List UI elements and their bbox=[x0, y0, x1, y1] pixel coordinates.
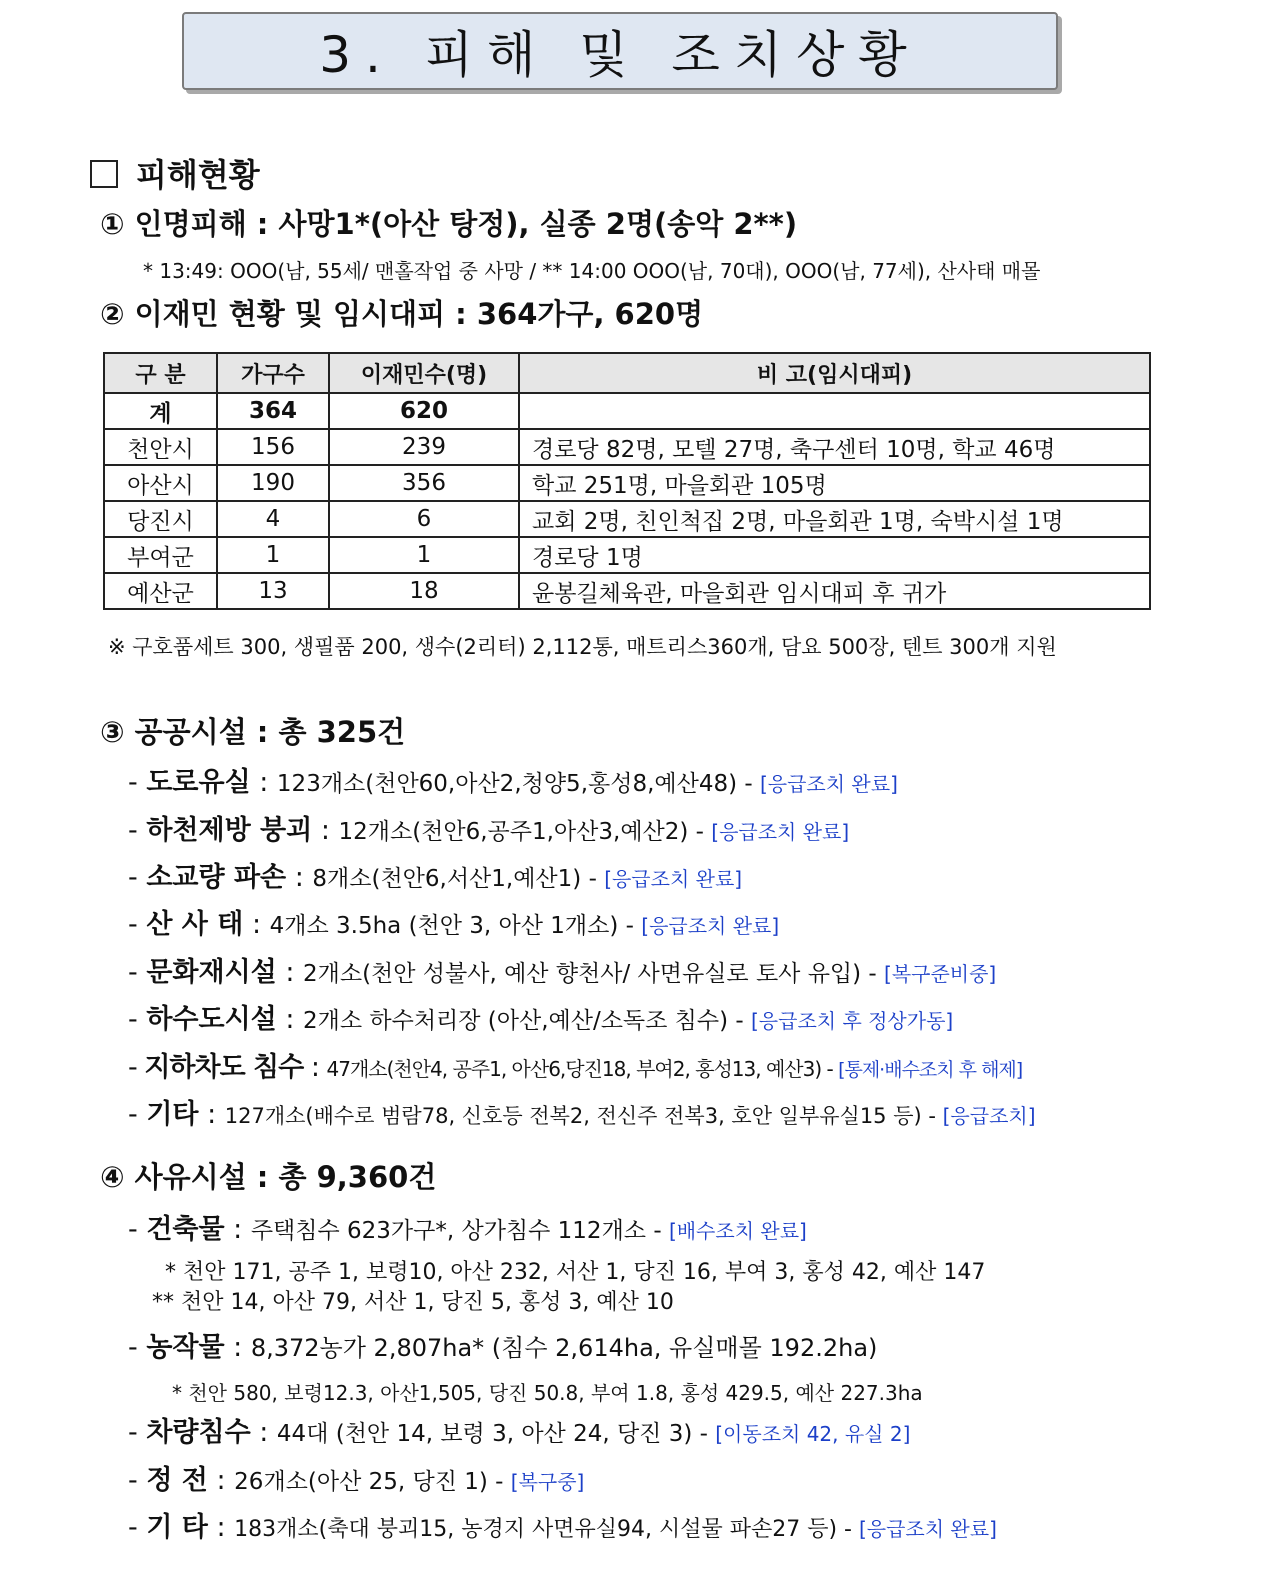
cell-region: 예산군 bbox=[104, 573, 217, 609]
cell-region: 부여군 bbox=[104, 537, 217, 573]
cell-households: 364 bbox=[217, 393, 329, 429]
building-note-1: * 천안 171, 공주 1, 보령10, 아산 232, 서산 1, 당진 16, 부여 3, 홍성 42, 예산 147 bbox=[165, 1260, 986, 1285]
item-detail: 123개소(천안60,아산2,청양5,홍성8,예산48) - bbox=[276, 771, 760, 797]
item-detail: 47개소(천안4, 공주1, 아산6,당진18, 부여2, 홍성13, 예산3) - bbox=[326, 1057, 839, 1081]
item-sep: : bbox=[198, 1099, 225, 1130]
item-sep: : bbox=[312, 815, 339, 846]
checkbox-icon bbox=[90, 160, 118, 188]
public-item bbox=[128, 855, 742, 894]
item-name: 소교량 파손 bbox=[146, 862, 287, 893]
public-item bbox=[128, 808, 849, 847]
public-item bbox=[128, 1092, 1036, 1131]
private-item-power bbox=[128, 1458, 584, 1497]
table-row-total bbox=[104, 393, 1150, 429]
item-dash: - bbox=[128, 1099, 147, 1130]
item-dash: - bbox=[128, 957, 147, 988]
item-dash: - bbox=[128, 1052, 145, 1083]
item-status: [응급조치] bbox=[942, 1104, 1036, 1128]
table-row bbox=[104, 501, 1150, 537]
item-name: 기 타 bbox=[146, 1512, 208, 1543]
item-dash: - bbox=[128, 1332, 147, 1363]
cell-remark bbox=[519, 393, 1150, 429]
item-dash: - bbox=[128, 909, 147, 940]
evacuees-text: 364가구, 620명 bbox=[476, 297, 704, 331]
item-sep: : bbox=[303, 1052, 327, 1083]
item-name: 차량침수 bbox=[146, 1417, 251, 1448]
item-sep: : bbox=[207, 1512, 235, 1543]
public-item bbox=[128, 760, 898, 799]
relief-footnote: ※ 구호품세트 300, 생필품 200, 생수(2리터) 2,112통, 매트리스360개, 담요 500장, 텐트 300개 지원 bbox=[108, 635, 1057, 659]
item-name: 산 사 태 bbox=[146, 909, 244, 940]
cell-remark: 경로당 1명 bbox=[519, 537, 1150, 573]
public-label: ③ 공공시설 : bbox=[100, 715, 279, 749]
private-item-crops bbox=[128, 1325, 877, 1364]
cell-households: 190 bbox=[217, 465, 329, 501]
building-note-2: ** 천안 14, 아산 79, 서산 1, 당진 5, 홍성 3, 예산 10 bbox=[152, 1290, 674, 1315]
item-name: 하천제방 붕괴 bbox=[146, 815, 313, 846]
item-status: [응급조치 완료] bbox=[759, 772, 898, 796]
item-name: 정 전 bbox=[146, 1465, 208, 1496]
item-dash: - bbox=[128, 1417, 147, 1448]
private-item-other bbox=[128, 1505, 997, 1544]
item-detail: 127개소(배수로 범람78, 신호등 전복2, 전신주 전복3, 호안 일부유실15 등) - bbox=[224, 1104, 943, 1128]
cell-households: 4 bbox=[217, 501, 329, 537]
cell-people: 6 bbox=[329, 501, 519, 537]
item-sep: : bbox=[224, 1332, 251, 1363]
cell-remark: 교회 2명, 친인척집 2명, 마을회관 1명, 숙박시설 1명 bbox=[519, 501, 1150, 537]
header-cell: 가구수 bbox=[217, 353, 329, 393]
private-heading bbox=[100, 1155, 436, 1196]
casualties-text: 사망1*(아산 탕정), 실종 2명(송악 2**) bbox=[278, 207, 798, 241]
section-title: 피해현황 bbox=[136, 156, 260, 194]
item-detail: 12개소(천안6,공주1,아산3,예산2) - bbox=[338, 819, 712, 845]
item-status: [응급조치 후 정상가동] bbox=[751, 1009, 954, 1033]
item-sep: : bbox=[250, 767, 277, 798]
item-detail: 주택침수 623가구*, 상가침수 112개소 - bbox=[250, 1218, 669, 1244]
item-status: [통제·배수조치 후 해제] bbox=[838, 1059, 1023, 1081]
table-row bbox=[104, 429, 1150, 465]
item-name: 건축물 bbox=[146, 1214, 225, 1245]
item-name: 하수도시설 bbox=[146, 1004, 277, 1035]
cell-remark: 학교 251명, 마을회관 105명 bbox=[519, 465, 1150, 501]
cell-households: 156 bbox=[217, 429, 329, 465]
cell-people: 239 bbox=[329, 429, 519, 465]
evacuees-heading bbox=[100, 292, 703, 333]
item-status: [응급조치 완료] bbox=[711, 820, 850, 844]
item-detail: 8개소(천안6,서산1,예산1) - bbox=[312, 866, 605, 892]
cell-region: 당진시 bbox=[104, 501, 217, 537]
cell-region: 계 bbox=[104, 393, 217, 429]
item-sep: : bbox=[276, 957, 304, 988]
item-name: 지하차도 침수 bbox=[144, 1052, 304, 1083]
public-item bbox=[128, 997, 953, 1036]
public-item bbox=[128, 902, 779, 941]
item-dash: - bbox=[128, 862, 147, 893]
cell-remark: 윤봉길체육관, 마을회관 임시대피 후 귀가 bbox=[519, 573, 1150, 609]
item-dash: - bbox=[128, 1512, 147, 1543]
evacuee-table bbox=[103, 352, 1151, 610]
item-sep: : bbox=[207, 1465, 235, 1496]
cell-households: 1 bbox=[217, 537, 329, 573]
section-heading bbox=[90, 150, 260, 196]
private-item-building bbox=[128, 1207, 807, 1246]
item-detail: 4개소 3.5ha (천안 3, 아산 1개소) - bbox=[269, 913, 642, 939]
cell-people: 620 bbox=[329, 393, 519, 429]
cell-households: 13 bbox=[217, 573, 329, 609]
table-row bbox=[104, 465, 1150, 501]
header-cell: 이재민수(명) bbox=[329, 353, 519, 393]
item-name: 도로유실 bbox=[146, 767, 251, 798]
cell-people: 356 bbox=[329, 465, 519, 501]
casualties-label: ① 인명피해 : bbox=[100, 207, 279, 241]
cell-remark: 경로당 82명, 모텔 27명, 축구센터 10명, 학교 46명 bbox=[519, 429, 1150, 465]
item-status: [이동조치 42, 유실 2] bbox=[715, 1422, 911, 1446]
item-dash: - bbox=[128, 815, 147, 846]
evacuees-label: ② 이재민 현황 및 임시대피 : bbox=[100, 297, 477, 331]
public-text: 총 325건 bbox=[278, 715, 406, 749]
casualties-heading bbox=[100, 202, 797, 243]
item-dash: - bbox=[128, 1004, 147, 1035]
private-label: ④ 사유시설 : bbox=[100, 1160, 279, 1194]
table-row bbox=[104, 573, 1150, 609]
private-text: 총 9,360건 bbox=[278, 1160, 437, 1194]
item-detail: 2개소 하수처리장 (아산,예산/소독조 침수) - bbox=[303, 1008, 751, 1034]
cell-region: 천안시 bbox=[104, 429, 217, 465]
item-detail: 8,372농가 2,807ha* (침수 2,614ha, 유실매몰 192.2ha) bbox=[250, 1334, 878, 1362]
item-sep: : bbox=[286, 862, 313, 893]
item-status: [응급조치 완료] bbox=[858, 1517, 997, 1541]
item-sep: : bbox=[243, 909, 270, 940]
public-heading bbox=[100, 710, 405, 751]
table-header-row bbox=[104, 353, 1150, 393]
casualties-note: * 13:49: OOO(남, 55세/ 맨홀작업 중 사망 / ** 14:00 OOO(남, 70대), OOO(남, 77세), 산사태 매몰 bbox=[143, 259, 1041, 283]
item-name: 농작물 bbox=[146, 1332, 225, 1363]
item-detail: 44대 (천안 14, 보령 3, 아산 24, 당진 3) - bbox=[276, 1421, 716, 1447]
page-title: 3. 피해 및 조치상황 bbox=[319, 26, 921, 84]
item-name: 문화재시설 bbox=[146, 957, 277, 988]
item-status: [복구준비중] bbox=[884, 962, 997, 986]
item-dash: - bbox=[128, 1214, 147, 1245]
cell-people: 1 bbox=[329, 537, 519, 573]
table-row bbox=[104, 537, 1150, 573]
public-item bbox=[128, 950, 996, 989]
cell-region: 아산시 bbox=[104, 465, 217, 501]
item-status: [복구중] bbox=[510, 1470, 585, 1494]
item-detail: 2개소(천안 성불사, 예산 향천사/ 사면유실로 토사 유입) - bbox=[303, 961, 885, 987]
item-name: 기타 bbox=[146, 1099, 199, 1130]
header-cell: 구 분 bbox=[104, 353, 217, 393]
private-item-vehicles bbox=[128, 1410, 910, 1449]
item-sep: : bbox=[250, 1417, 277, 1448]
header-cell: 비 고(임시대피) bbox=[519, 353, 1150, 393]
item-sep: : bbox=[224, 1214, 251, 1245]
item-dash: - bbox=[128, 1465, 147, 1496]
crops-note: * 천안 580, 보령12.3, 아산1,505, 당진 50.8, 부여 1.8, 홍성 429.5, 예산 227.3ha bbox=[172, 1381, 923, 1405]
cell-people: 18 bbox=[329, 573, 519, 609]
public-item bbox=[128, 1045, 1022, 1084]
item-detail: 26개소(아산 25, 당진 1) - bbox=[234, 1469, 511, 1495]
item-status: [응급조치 완료] bbox=[641, 914, 780, 938]
item-status: [응급조치 완료] bbox=[604, 867, 743, 891]
item-detail: 183개소(축대 붕괴15, 농경지 사면유실94, 시설물 파손27 등) - bbox=[234, 1517, 859, 1542]
title-box bbox=[182, 12, 1058, 90]
item-dash: - bbox=[128, 767, 147, 798]
item-sep: : bbox=[276, 1004, 304, 1035]
item-status: [배수조치 완료] bbox=[668, 1219, 807, 1243]
